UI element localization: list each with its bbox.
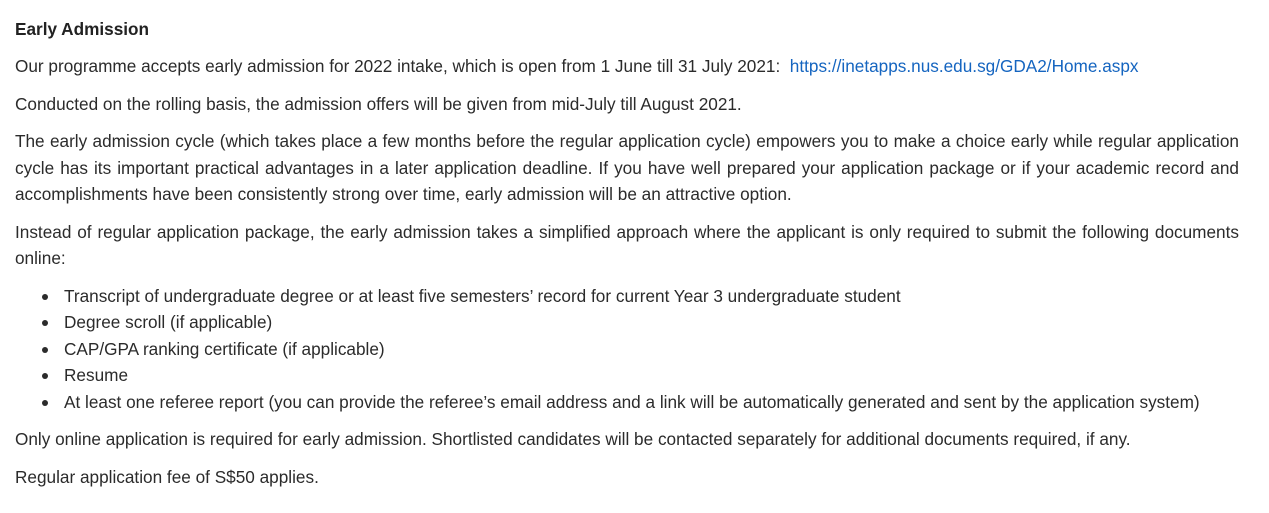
list-item-text: At least one referee report (you can provide the referee’s email address and a link will be automatically generated and sent by the application system): [64, 391, 1200, 412]
bullet-icon: [42, 347, 48, 353]
application-fee-note: Regular application fee of S$50 applies.: [15, 466, 319, 487]
list-item: [64, 336, 1239, 363]
list-item: [64, 389, 1239, 416]
section-title: Early Admission: [15, 19, 150, 39]
bullet-icon: [42, 400, 48, 406]
list-item-text: Degree scroll (if applicable): [64, 312, 273, 332]
list-item-text: Transcript of undergraduate degree or at least five semesters’ record for current Year 3 undergraduate student: [64, 285, 901, 306]
online-application-note: Only online application is required for early admission. Shortlisted candidates will be contacted separately for additional documents required, if any.: [15, 429, 1131, 449]
list-item: [64, 283, 1239, 310]
intro-paragraph: [15, 53, 1239, 80]
list-item-text: Resume: [64, 365, 128, 385]
list-item: [64, 362, 1239, 389]
application-link[interactable]: https://inetapps.nus.edu.sg/GDA2/Home.aspx: [789, 56, 1139, 76]
documents-intro-paragraph: Instead of regular application package, the early admission takes a simplified approach where the applicant is only required to submit the following documents online:: [15, 221, 1239, 268]
list-item-text: CAP/GPA ranking certificate (if applicable): [64, 338, 385, 359]
early-admission-section: [15, 16, 1239, 501]
intro-text: Our programme accepts early admission for 2022 intake, which is open from 1 June till 31 July 2021:: [15, 56, 781, 76]
rolling-basis-paragraph: Conducted on the rolling basis, the admission offers will be given from mid-July till August 2021.: [15, 93, 742, 114]
cycle-paragraph: The early admission cycle (which takes place a few months before the regular application cycle) empowers you to make a choice early while regular application cycle has its important practical advantages in a later application deadline. If you have well prepared your application package or if your academic record and accomplishments have been consistently strong over time, early admission will be an attractive option.: [15, 131, 1239, 204]
bullet-icon: [42, 320, 48, 326]
list-item: [64, 309, 1239, 336]
documents-list: [15, 283, 1239, 416]
bullet-icon: [42, 294, 48, 300]
bullet-icon: [42, 373, 48, 379]
